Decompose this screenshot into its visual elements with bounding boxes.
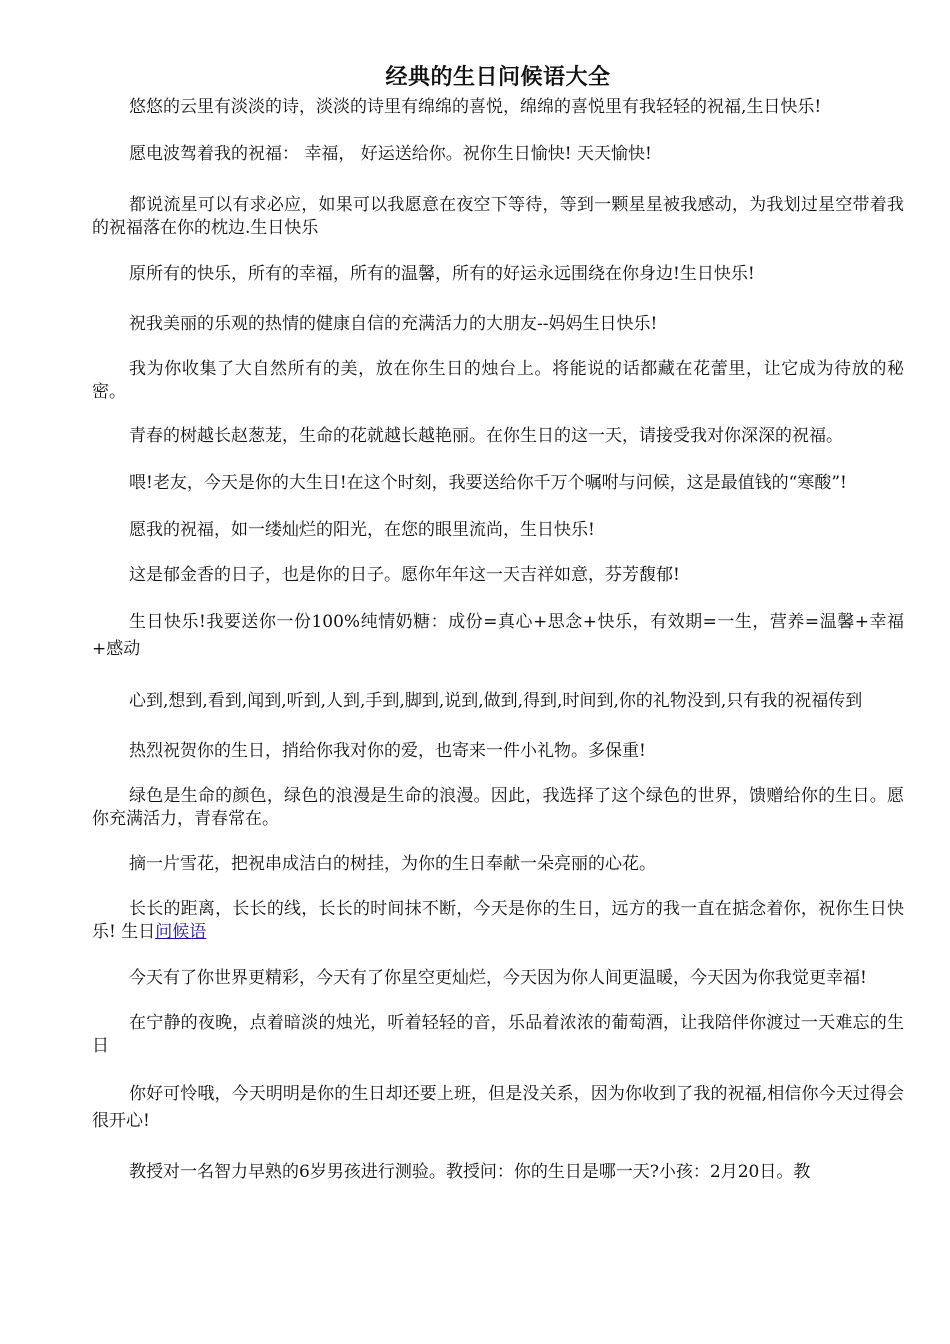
paragraph: 这是郁金香的日子，也是你的日子。愿你年年这一天吉祥如意，芬芳馥郁! — [129, 565, 680, 585]
paragraph: 热烈祝贺你的生日，捎给你我对你的爱，也寄来一件小礼物。多保重! — [129, 741, 646, 761]
paragraph: 你好可怜哦，今天明明是你的生日却还要上班，但是没关系，因为你收到了我的祝福,相信你今天过得会很开心! — [92, 1084, 904, 1131]
paragraph-text: 长长的距离，长长的线，长长的时间抹不断，今天是你的生日，远方的我一直在掂念着你，祝你生日快乐! 生日 — [92, 899, 904, 942]
paragraph: 摘一片雪花，把祝串成洁白的树挂，为你的生日奉献一朵亮丽的心花。 — [129, 854, 656, 874]
paragraph: 都说流星可以有求必应，如果可以我愿意在夜空下等待，等到一颗星星被我感动，为我划过星空带着我的祝福落在你的枕边.生日快乐 — [92, 195, 904, 238]
paragraph: 生日快乐!我要送你一份100%纯情奶糖：成份=真心+思念+快乐，有效期=一生，营养=温馨+幸福+感动 — [92, 612, 904, 659]
paragraph: 绿色是生命的颜色，绿色的浪漫是生命的浪漫。因此，我选择了这个绿色的世界，馈赠给你的生日。愿你充满活力，青春常在。 — [92, 786, 904, 829]
paragraph: 喂!老友，今天是你的大生日!在这个时刻，我要送给你千万个嘱咐与问候，这是最值钱的“寒酸”! — [129, 473, 847, 493]
paragraph: 今天有了你世界更精彩，今天有了你星空更灿烂，今天因为你人间更温暖，今天因为你我觉更幸福! — [129, 968, 867, 988]
paragraph: 我为你收集了大自然所有的美，放在你生日的烛台上。将能说的话都藏在花蕾里，让它成为待放的秘密。 — [92, 359, 904, 402]
paragraph: 心到,想到,看到,闻到,听到,人到,手到,脚到,说到,做到,得到,时间到,你的礼物没到,只有我的祝福传到 — [129, 691, 863, 711]
paragraph: 原所有的快乐，所有的幸福，所有的温馨，所有的好运永远围绕在你身边!生日快乐! — [129, 264, 755, 284]
paragraph: 青春的树越长赵葱茏，生命的花就越长越艳丽。在你生日的这一天，请接受我对你深深的祝福。 — [129, 426, 843, 446]
paragraph: 愿我的祝福，如一缕灿烂的阳光，在您的眼里流尚，生日快乐! — [129, 520, 595, 540]
paragraph: 教授对一名智力早熟的6岁男孩进行测验。教授问：你的生日是哪一天?小孩：2月20日。教 — [129, 1162, 811, 1182]
paragraph-with-link — [92, 898, 904, 944]
paragraph: 悠悠的云里有淡淡的诗，淡淡的诗里有绵绵的喜悦，绵绵的喜悦里有我轻轻的祝福,生日快乐! — [129, 97, 822, 117]
document-title: 经典的生日问候语大全 — [385, 64, 611, 90]
paragraph: 在宁静的夜晚，点着暗淡的烛光，听着轻轻的音，乐品着浓浓的葡萄酒，让我陪伴你渡过一天难忘的生日 — [92, 1013, 904, 1056]
document-page — [92, 62, 904, 1184]
paragraph: 愿电波驾着我的祝福： 幸福， 好运送给你。祝你生日愉快! 天天愉快! — [129, 144, 652, 164]
greeting-link[interactable]: 问候语 — [155, 922, 207, 942]
paragraph: 祝我美丽的乐观的热情的健康自信的充满活力的大朋友--妈妈生日快乐! — [129, 314, 658, 334]
